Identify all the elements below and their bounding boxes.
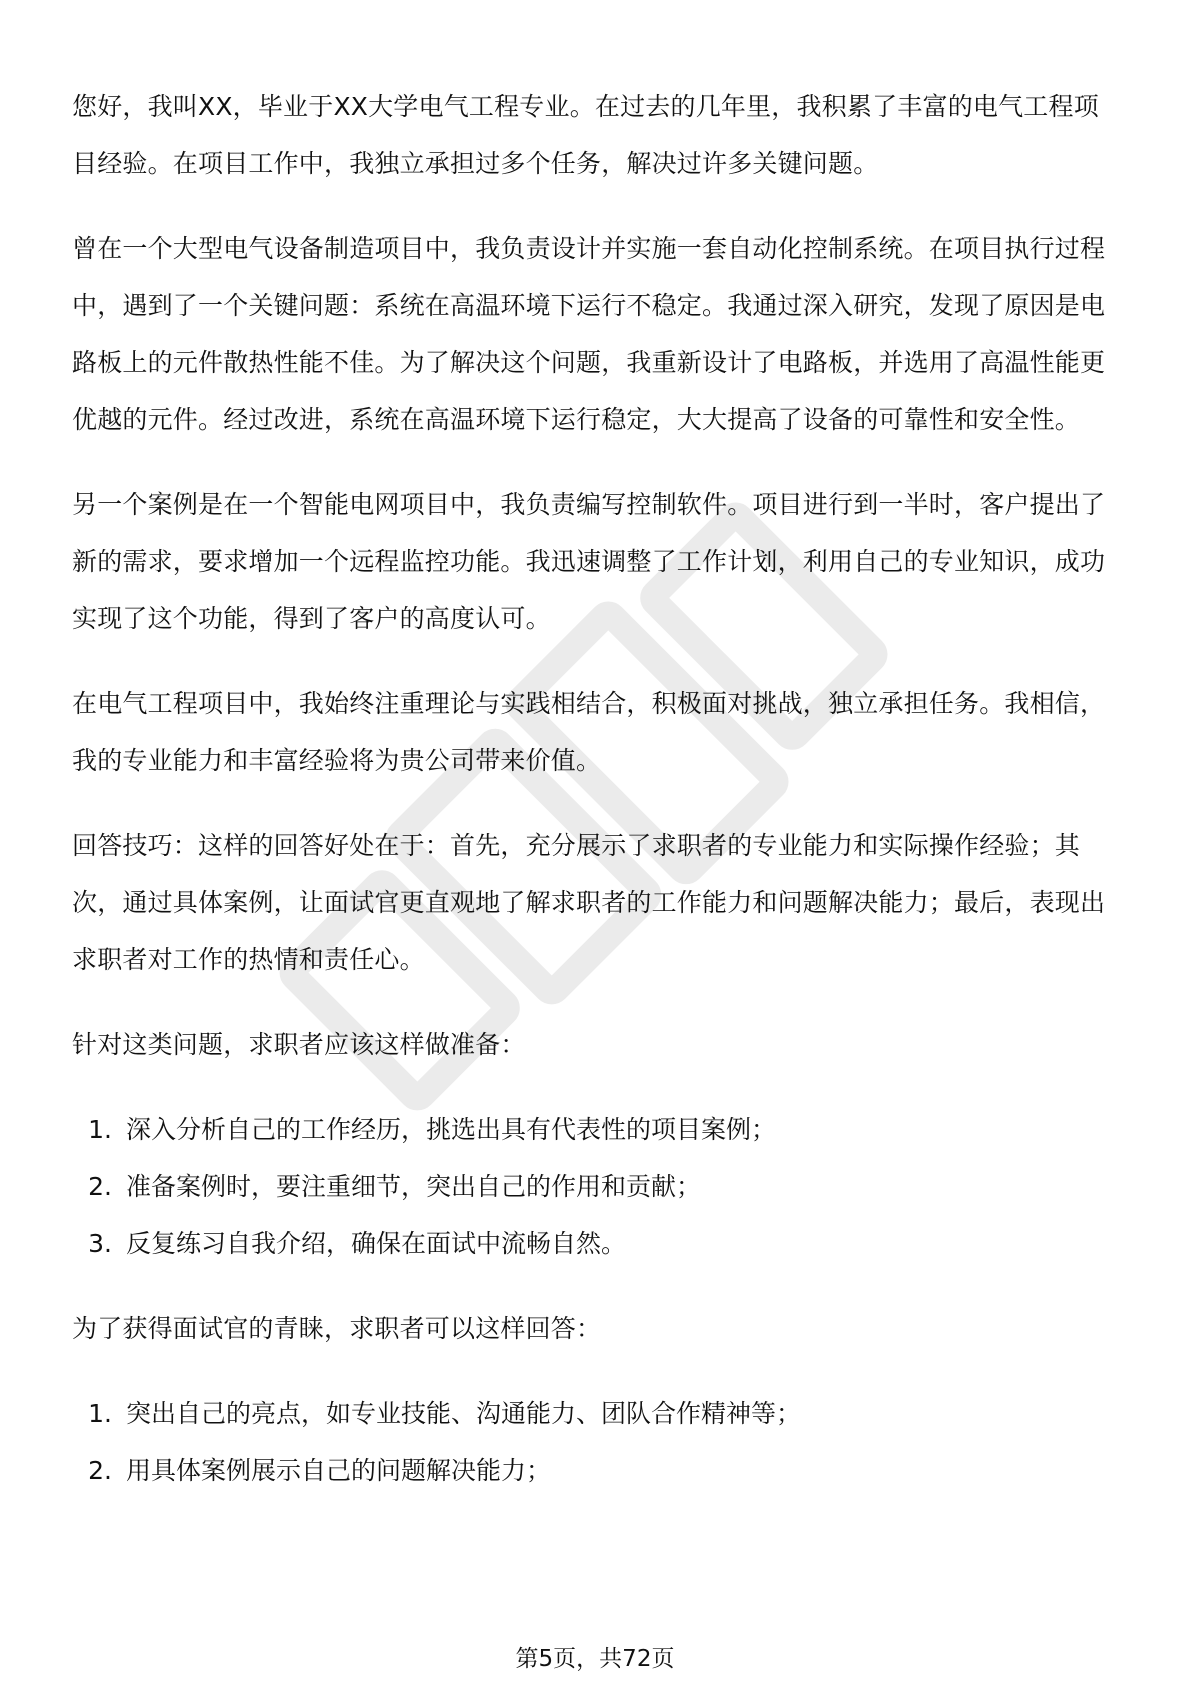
- answer-intro-paragraph: 为了获得面试官的青睐，求职者可以这样回答：: [72, 1314, 602, 1343]
- answer-tips-paragraph: 回答技巧：这样的回答好处在于：首先，充分展示了求职者的专业能力和实际操作经验；其次，通过具体案例，让面试官更直观地了解求职者的工作能力和问题解决能力；最后，表现出求职者对工作的热情和责任心。: [72, 831, 1106, 974]
- list-item: [72, 1158, 1112, 1215]
- list-text: 用具体案例展示自己的问题解决能力；: [126, 1456, 552, 1485]
- prepare-list: [72, 1101, 1112, 1272]
- summary-paragraph: 在电气工程项目中，我始终注重理论与实践相结合，积极面对挑战，独立承担任务。我相信，我的专业能力和丰富经验将为贵公司带来价值。: [72, 689, 1106, 775]
- list-text: 深入分析自己的工作经历，挑选出具有代表性的项目案例；: [126, 1115, 777, 1144]
- prepare-intro-paragraph: 针对这类问题，求职者应该这样做准备：: [72, 1030, 526, 1059]
- list-text: 准备案例时，要注重细节，突出自己的作用和贡献；: [126, 1172, 702, 1201]
- intro-paragraph: 您好，我叫XX，毕业于XX大学电气工程专业。在过去的几年里，我积累了丰富的电气工程项目经验。在项目工作中，我独立承担过多个任务，解决过许多关键问题。: [72, 92, 1099, 178]
- list-item: [72, 1442, 1112, 1499]
- case-two-paragraph: 另一个案例是在一个智能电网项目中，我负责编写控制软件。项目进行到一半时，客户提出了新的需求，要求增加一个远程监控功能。我迅速调整了工作计划，利用自己的专业知识，成功实现了这个功能，得到了客户的高度认可。: [72, 490, 1106, 633]
- page-number-footer: 第5页，共72页: [515, 1646, 675, 1672]
- list-text: 反复练习自我介绍，确保在面试中流畅自然。: [126, 1229, 627, 1258]
- document-body: [72, 78, 1112, 1527]
- list-number: 2.: [88, 1456, 112, 1485]
- list-number: 1.: [88, 1399, 112, 1428]
- list-item: [72, 1101, 1112, 1158]
- list-number: 3.: [88, 1229, 112, 1258]
- list-number: 1.: [88, 1115, 112, 1144]
- case-one-paragraph: 曾在一个大型电气设备制造项目中，我负责设计并实施一套自动化控制系统。在项目执行过程中，遇到了一个关键问题：系统在高温环境下运行不稳定。我通过深入研究，发现了原因是电路板上的元件散热性能不佳。为了解决这个问题，我重新设计了电路板，并选用了高温性能更优越的元件。经过改进，系统在高温环境下运行稳定，大大提高了设备的可靠性和安全性。: [72, 234, 1106, 434]
- list-item: [72, 1215, 1112, 1272]
- answer-list: [72, 1385, 1112, 1499]
- list-text: 突出自己的亮点，如专业技能、沟通能力、团队合作精神等；: [126, 1399, 802, 1428]
- list-item: [72, 1385, 1112, 1442]
- list-number: 2.: [88, 1172, 112, 1201]
